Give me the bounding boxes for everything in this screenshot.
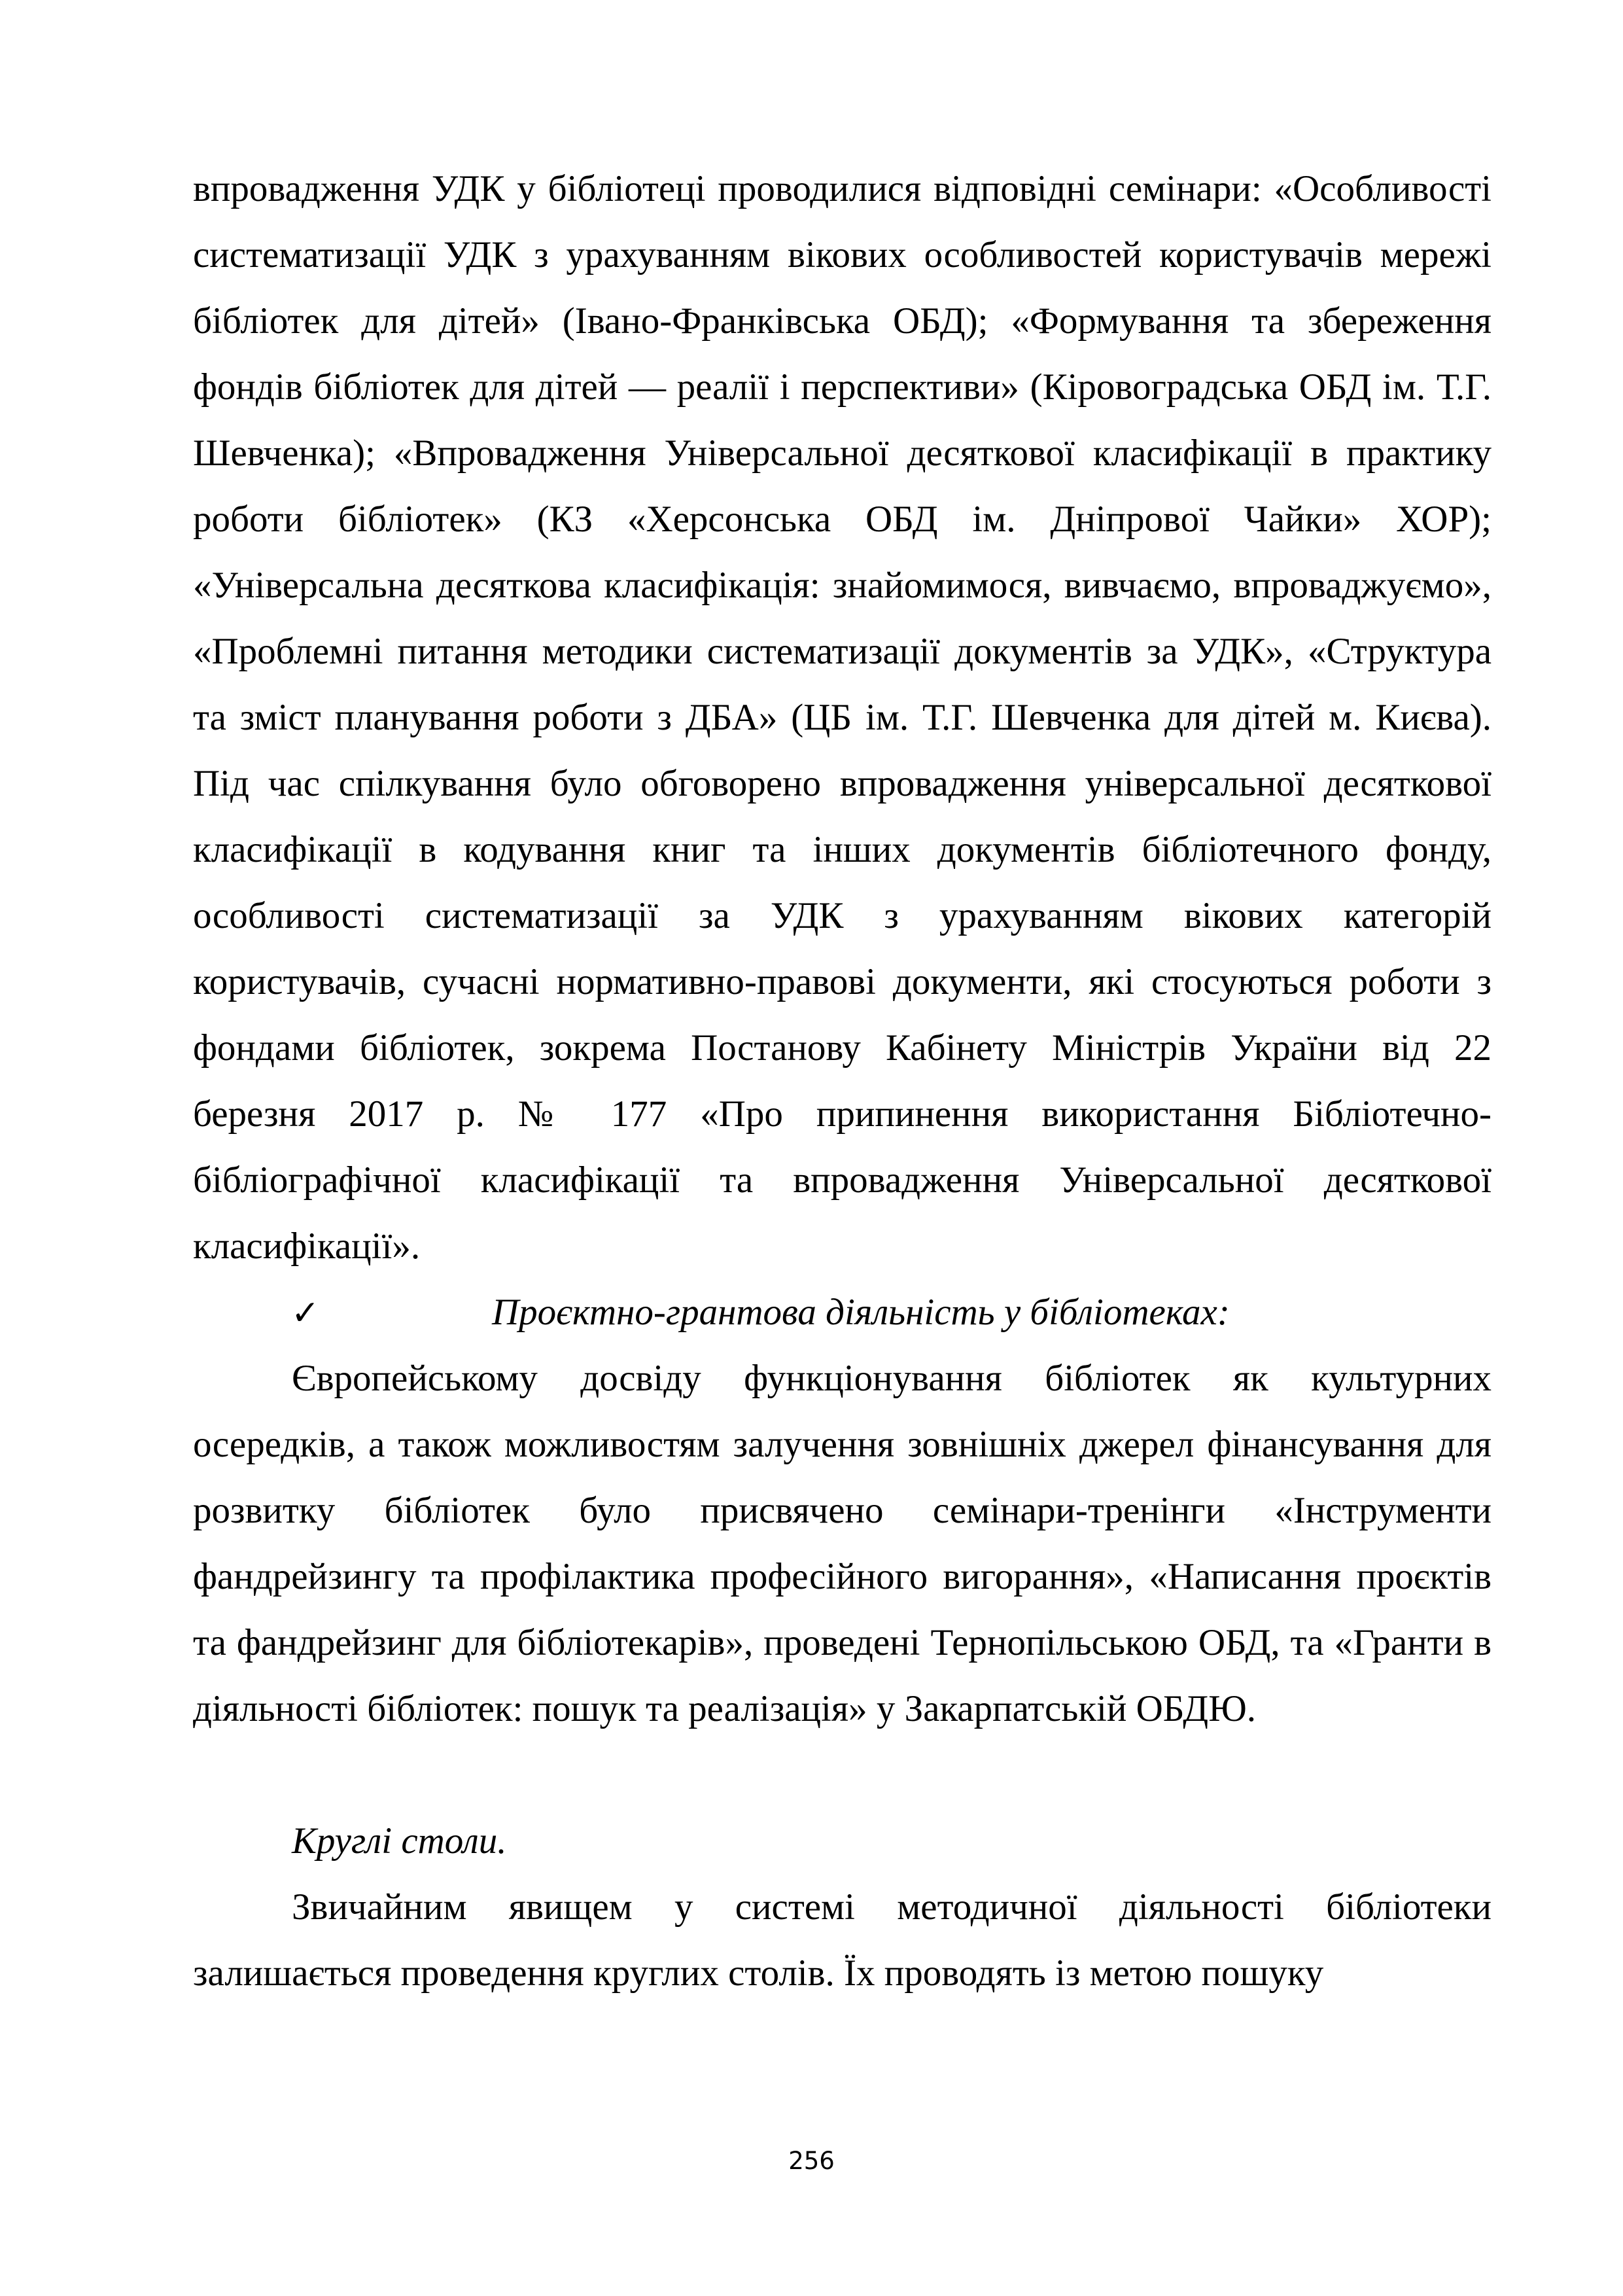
section-heading-text: Проєктно-грантова діяльність у бібліотеках: [492, 1292, 1230, 1333]
section-heading [193, 1279, 1492, 1345]
page-number: 256 [788, 2147, 835, 2175]
subheading: Круглі столи. [292, 1820, 507, 1862]
check-mark-icon: ✓ [291, 1294, 320, 1333]
body-paragraph: Європейському досвіду функціонування бібліотек як культурних осередків, а також можливостям залучення зовнішніх джерел фінансування для розвитку бібліотек було присвячено семінари-тренінги «Інструменти фандрейзингу та профілактика професійного вигорання», «Написання проєктів та фандрейзинг для бібліотекарів», проведені Тернопільською ОБД, та «Гранти в діяльності бібліотек: пошук та реалізація» у Закарпатській ОБДЮ. [193, 1358, 1492, 1729]
page-body [193, 156, 1492, 2006]
blank-line [193, 1742, 1492, 1808]
body-paragraph: впровадження УДК у бібліотеці проводилися відповідні семінари: «Особливості систематизації УДК з урахуванням вікових особливостей користувачів мережі бібліотек для дітей» (Івано-Франківська ОБД); «Формування та збереження фондів бібліотек для дітей — реалії і перспективи» (Кіровоградська ОБД ім. Т.Г. Шевченка); «Впровадження Універсальної десяткової класифікації в практику роботи бібліотек» (КЗ «Херсонська ОБД ім. Дніпрової Чайки» ХОР); «Універсальна десяткова класифікація: знайомимося, вивчаємо, впроваджуємо», «Проблемні питання методики систематизації документів за УДК», «Структура та зміст планування роботи з ДБА» (ЦБ ім. Т.Г. Шевченка для дітей м. Києва). Під час спілкування було обговорено впровадження універсальної десяткової класифікації в кодування книг та інших документів бібліотечного фонду, особливості систематизації за УДК з урахуванням вікових категорій користувачів, сучасні нормативно-правові документи, які стосуються роботи з фондами бібліотек, зокрема Постанову Кабінету Міністрів України від 22 березня 2017 р. № 177 «Про припинення використання Бібліотечно-бібліографічної класифікації та впровадження Універсальної десяткової класифікації». [193, 168, 1492, 1267]
body-paragraph: Звичайним явищем у системі методичної діяльності бібліотеки залишається проведення круглих столів. Їх проводять із метою пошуку [193, 1886, 1492, 1994]
